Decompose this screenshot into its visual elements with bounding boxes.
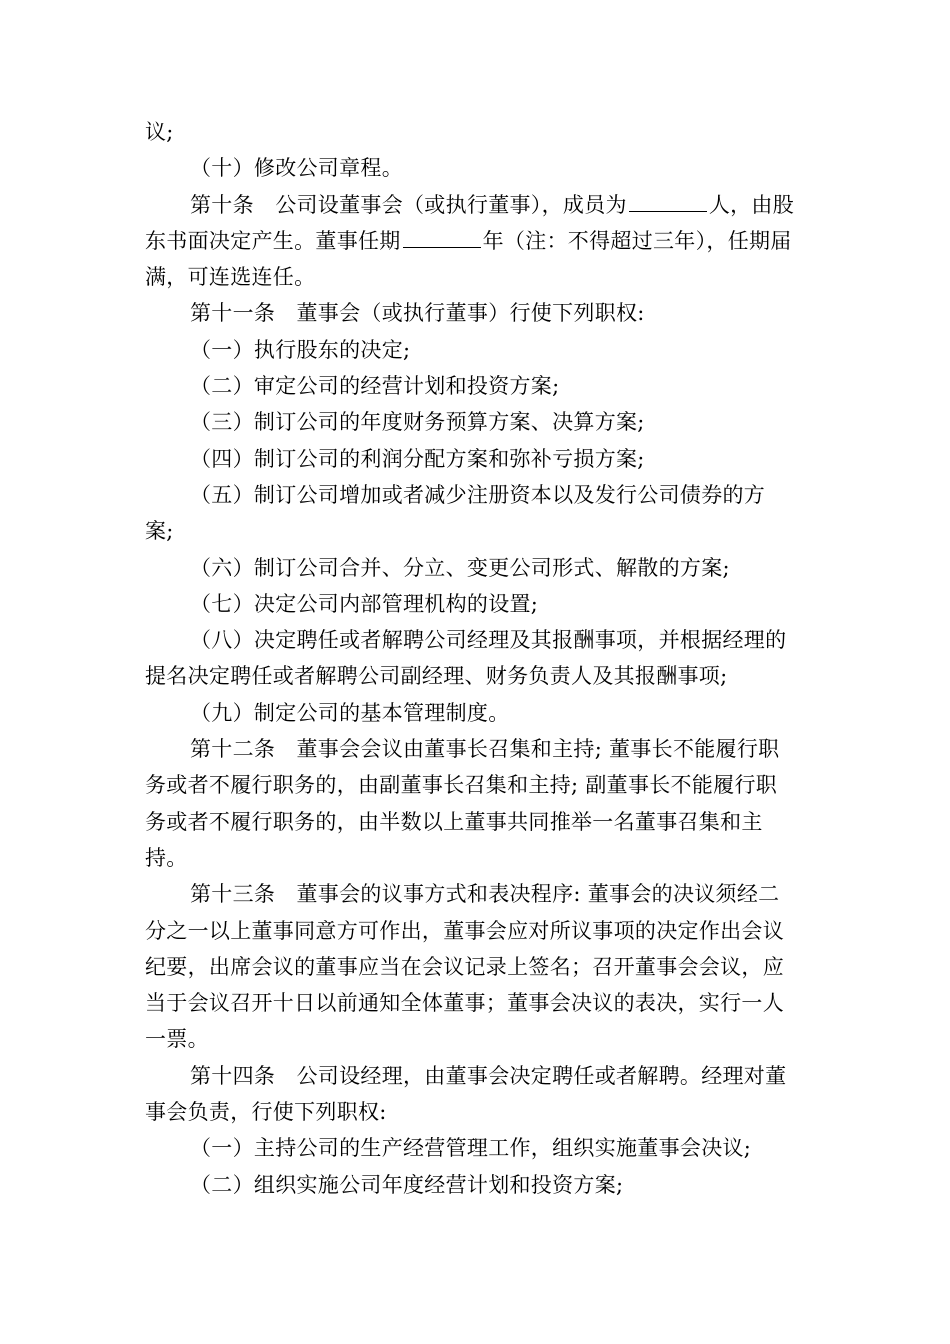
text-line: 案; [145,519,174,544]
text-line: 纪要，出席会议的董事应当在会议记录上签名；召开董事会会议，应 [145,954,784,979]
list-item: （三）制订公司的年度财务预算方案、决算方案; [190,410,645,435]
list-item: （九）制定公司的基本管理制度。 [190,700,510,725]
list-item: （二）组织实施公司年度经营计划和投资方案; [190,1172,624,1197]
text-fragment: 人，由股 [708,192,795,217]
text-line: 一票。 [145,1027,209,1052]
article-heading-line: 第十四条 公司设经理，由董事会决定聘任或者解聘。经理对董 [190,1063,787,1088]
article-10-line-2 [145,223,810,259]
text-fragment: 东书面决定产生。董事任期 [145,228,401,253]
fill-in-blank [403,225,481,248]
text-line: 持。 [145,845,188,870]
article-heading-line: 第十一条 董事会（或执行董事）行使下列职权: [190,301,645,326]
text-line: 满，可连选连任。 [145,265,316,290]
list-item: （八）决定聘任或者解聘公司经理及其报酬事项，并根据经理的 [190,628,787,653]
fill-in-blank [629,189,707,212]
list-item: （二）审定公司的经营计划和投资方案; [190,374,560,399]
list-item: （五）制订公司增加或者减少注册资本以及发行公司债券的方 [190,482,766,507]
text-fragment: 年（注：不得超过三年），任期届 [482,228,792,253]
text-line: 务或者不履行职务的，由半数以上董事共同推举一名董事召集和主 [145,809,763,834]
text-line: （十）修改公司章程。 [190,156,403,181]
article-10-line-1 [145,187,810,223]
text-line: 议; [145,120,174,144]
list-item: （一）主持公司的生产经营管理工作，组织实施董事会决议; [190,1136,752,1161]
text-line: 当于会议召开十日以前通知全体董事；董事会决议的表决，实行一人 [145,991,784,1016]
list-item: （七）决定公司内部管理机构的设置; [190,591,539,616]
text-line: 提名决定聘任或者解聘公司副经理、财务负责人及其报酬事项; [145,664,728,689]
text-line: 务或者不履行职务的，由副董事长召集和主持; 副董事长不能履行职 [145,773,778,798]
list-item: （四）制订公司的利润分配方案和弥补亏损方案; [190,446,645,471]
list-item: （六）制订公司合并、分立、变更公司形式、解散的方案; [190,555,730,580]
article-heading-line: 第十二条 董事会会议由董事长召集和主持; 董事长不能履行职 [190,737,780,762]
list-item: （一）执行股东的决定; [190,337,411,362]
text-fragment: 第十条 公司设董事会（或执行董事），成员为 [190,192,627,217]
document-body [145,114,810,1203]
text-line: 分之一以上董事同意方可作出，董事会应对所议事项的决定作出会议 [145,918,784,943]
text-line: 事会负责，行使下列职权: [145,1100,387,1125]
article-heading-line: 第十三条 董事会的议事方式和表决程序: 董事会的决议须经二 [190,882,780,907]
